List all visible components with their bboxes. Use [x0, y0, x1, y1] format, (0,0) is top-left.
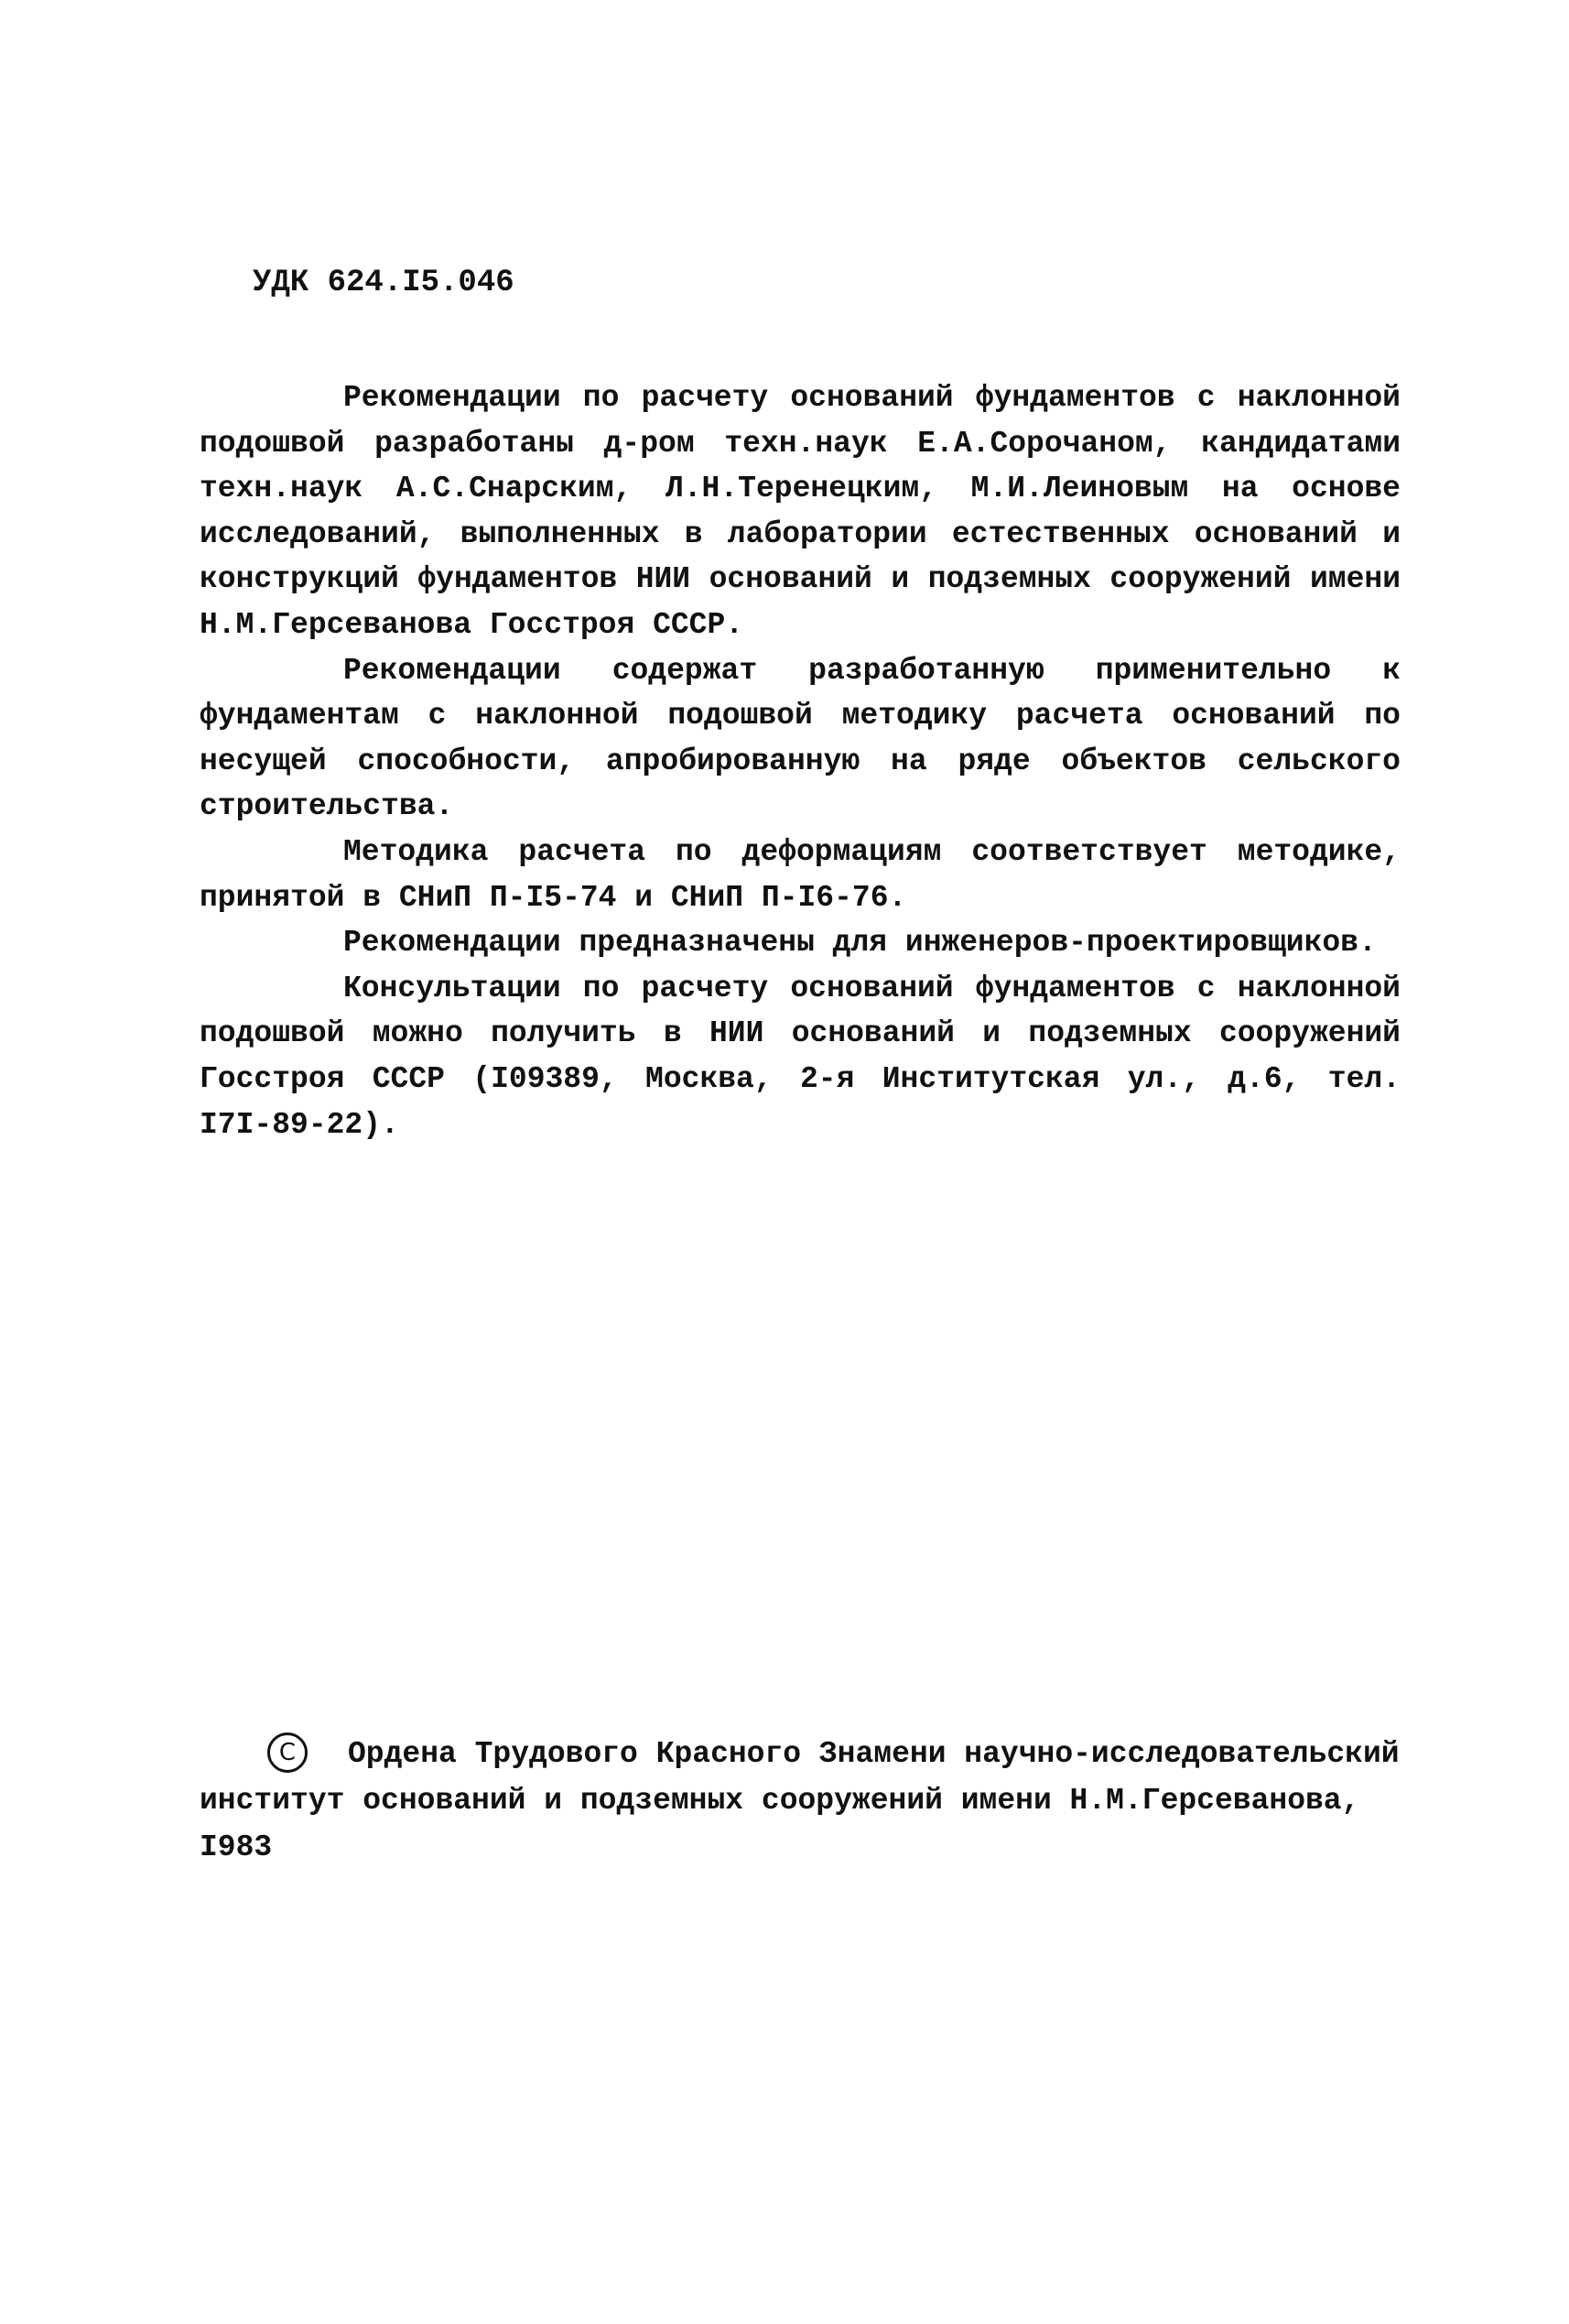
- copyright-block: [200, 1731, 1401, 1871]
- copyright-year: I983: [200, 1830, 273, 1864]
- udk-code: УДК 624.I5.046: [253, 266, 514, 300]
- paragraph-audience: Рекомендации предназначены для инженеров-проектировщиков.: [343, 926, 1377, 961]
- copyright-line-2: институт оснований и подземных сооружений имени Н.М.Герсеванова,: [200, 1784, 1360, 1818]
- copyright-line-1: Ордена Трудового Красного Знамени научно-исследовательский: [348, 1737, 1400, 1771]
- paragraph-deformation-method: Методика расчета по деформациям соответствует методике, принятой в СНиП П-I5-74 и СНиП П-I6-76.: [200, 834, 1401, 915]
- copyright-icon: С: [267, 1732, 308, 1773]
- paragraph-contents: Рекомендации содержат разработанную применительно к фундаментам с наклонной подошвой методику расчета оснований по несущей способности, апробированную на ряде объектов сельского строительства.: [200, 653, 1401, 824]
- paragraph-authors: Рекомендации по расчету оснований фундаментов с наклонной подошвой разработаны д-ром техн.наук Е.А.Сорочаном, кандидатами техн.наук А.С.Снарским, Л.Н.Теренецким, М.И.Леиновым на основе исследований, выполненных в лаборатории естественных оснований и конструкций фундаментов НИИ оснований и подземных сооружений имени Н.М.Герсеванова Госстроя СССР.: [200, 381, 1401, 642]
- paragraph-consultations: Консультации по расчету оснований фундаментов с наклонной подошвой можно получить в НИИ оснований и подземных сооружений Госстроя СССР (I09389, Москва, 2-я Институтская ул., д.6, тел. I7I-89-22).: [200, 971, 1401, 1142]
- body-text: [200, 375, 1401, 1147]
